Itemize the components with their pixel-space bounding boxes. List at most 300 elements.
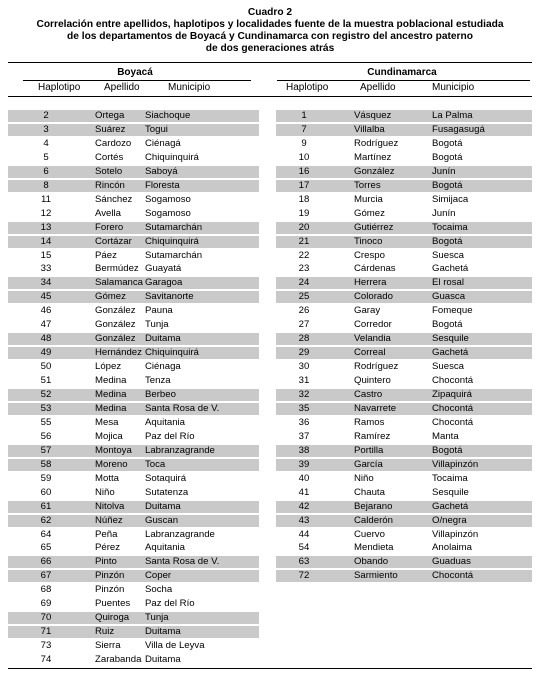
apellido-cell: Sarmiento bbox=[354, 570, 398, 582]
apellido-cell: Gutiérrez bbox=[354, 221, 394, 233]
apellido-cell: González bbox=[95, 305, 136, 317]
haplotipo-cell: 33 bbox=[40, 263, 52, 275]
table-row bbox=[276, 208, 532, 220]
municipio-cell: O/negra bbox=[432, 514, 467, 526]
municipio-cell: Tenza bbox=[145, 375, 171, 387]
table-row bbox=[8, 431, 259, 443]
apellido-cell: Villalba bbox=[354, 123, 385, 135]
haplotipo-cell: 15 bbox=[40, 249, 52, 261]
apellido-cell: Cortázar bbox=[95, 235, 132, 247]
haplotipo-cell: 39 bbox=[298, 458, 310, 470]
apellido-cell: Obando bbox=[354, 556, 389, 568]
municipio-cell: Sesquile bbox=[432, 333, 469, 345]
haplotipo-cell: 66 bbox=[40, 556, 52, 568]
table-row bbox=[276, 375, 532, 387]
apellido-cell: Medina bbox=[95, 389, 127, 400]
apellido-cell: Rodríguez bbox=[354, 137, 399, 149]
table-row bbox=[276, 152, 532, 164]
table-row bbox=[8, 166, 259, 178]
table-row bbox=[8, 319, 259, 331]
haplotipo-cell: 25 bbox=[298, 291, 310, 303]
haplotipo-cell: 56 bbox=[40, 430, 52, 442]
municipio-cell: Bogotá bbox=[432, 444, 463, 456]
apellido-cell: Navarrete bbox=[354, 402, 397, 414]
haplotipo-cell: 67 bbox=[40, 570, 52, 582]
haplotipo-cell: 65 bbox=[40, 542, 52, 554]
haplotipo-cell: 69 bbox=[40, 598, 52, 610]
group-rule-boyaca bbox=[23, 80, 251, 81]
haplotipo-cell: 45 bbox=[40, 291, 52, 303]
apellido-cell: Bejarano bbox=[354, 500, 393, 512]
apellido-cell: Ramos bbox=[354, 416, 385, 428]
municipio-cell: Guaduas bbox=[432, 556, 471, 568]
apellido-cell: Pinzón bbox=[95, 570, 125, 582]
title-line-2: Correlación entre apellidos, haplotipos y localidades fuente de la muestra poblacional estudiada bbox=[36, 19, 504, 30]
table-row bbox=[8, 626, 259, 638]
table-row bbox=[8, 403, 259, 415]
table-row bbox=[276, 291, 532, 303]
apellido-cell: Sierra bbox=[95, 640, 121, 652]
haplotipo-cell: 50 bbox=[40, 361, 52, 373]
table-row bbox=[276, 515, 532, 527]
municipio-cell: Santa Rosa de V. bbox=[145, 556, 220, 568]
table-row bbox=[8, 250, 259, 262]
municipio-cell: Chocontá bbox=[432, 402, 474, 414]
municipio-cell: Tocaima bbox=[432, 472, 468, 484]
title-line-1: Cuadro 2 bbox=[247, 7, 293, 18]
municipio-cell: Chiquinquirá bbox=[145, 151, 199, 163]
municipio-cell: Manta bbox=[432, 430, 459, 442]
municipio-cell: Zipaquirá bbox=[432, 389, 472, 400]
table-row bbox=[276, 222, 532, 234]
apellido-cell: Martínez bbox=[354, 151, 392, 163]
apellido-cell: Murcia bbox=[354, 193, 383, 205]
group-header-boyaca: Boyacá bbox=[117, 67, 153, 78]
apellido-cell: Ramírez bbox=[354, 430, 391, 442]
table-row bbox=[276, 361, 532, 373]
haplotipo-cell: 1 bbox=[301, 110, 307, 121]
haplotipo-cell: 46 bbox=[40, 305, 52, 317]
haplotipo-cell: 3 bbox=[43, 123, 49, 135]
table-row bbox=[276, 180, 532, 192]
table-row bbox=[8, 501, 259, 513]
municipio-cell: Junín bbox=[432, 165, 456, 177]
apellido-cell: González bbox=[354, 165, 395, 177]
apellido-cell: Crespo bbox=[354, 249, 385, 261]
haplotipo-cell: 29 bbox=[298, 347, 310, 359]
apellido-cell: Avella bbox=[95, 207, 121, 219]
municipio-cell: Gachetá bbox=[432, 500, 469, 512]
table-row bbox=[8, 654, 259, 666]
haplotipo-cell: 57 bbox=[40, 444, 52, 456]
haplotipo-cell: 4 bbox=[43, 137, 49, 149]
municipio-cell: Sutamarchán bbox=[145, 221, 203, 233]
apellido-cell: Velandia bbox=[354, 333, 391, 345]
apellido-cell: Garay bbox=[354, 305, 381, 317]
title-line-3: de los departamentos de Boyacá y Cundinamarca con registro del ancestro paterno bbox=[67, 31, 473, 42]
apellido-cell: Moreno bbox=[95, 458, 128, 470]
table-row bbox=[276, 556, 532, 568]
haplotipo-cell: 68 bbox=[40, 584, 52, 596]
apellido-cell: López bbox=[95, 361, 122, 373]
haplotipo-cell: 11 bbox=[41, 193, 51, 205]
table-row bbox=[8, 529, 259, 541]
haplotipo-cell: 26 bbox=[298, 305, 310, 317]
table-row bbox=[8, 110, 259, 122]
haplotipo-cell: 52 bbox=[40, 389, 52, 400]
apellido-cell: Medina bbox=[95, 402, 127, 414]
municipio-cell: Chocontá bbox=[432, 570, 474, 582]
table-row bbox=[276, 277, 532, 289]
municipio-cell: Villapinzón bbox=[432, 458, 479, 470]
haplotipo-cell: 13 bbox=[40, 221, 52, 233]
haplotipo-cell: 64 bbox=[40, 528, 52, 540]
municipio-cell: Sutatenza bbox=[145, 486, 189, 498]
haplotipo-cell: 22 bbox=[298, 249, 310, 261]
apellido-cell: Corredor bbox=[354, 319, 392, 331]
table-row bbox=[276, 570, 532, 582]
municipio-cell: Chiquinquirá bbox=[145, 347, 199, 359]
table-row bbox=[8, 487, 259, 499]
haplotipo-cell: 72 bbox=[298, 570, 310, 582]
table-row bbox=[8, 222, 259, 234]
apellido-cell: Sánchez bbox=[95, 193, 133, 205]
table-row bbox=[8, 389, 259, 401]
table-row bbox=[276, 110, 532, 122]
municipio-cell: Santa Rosa de V. bbox=[145, 402, 220, 414]
haplotipo-cell: 70 bbox=[40, 612, 52, 624]
header-rule bbox=[8, 96, 532, 97]
apellido-cell: Suárez bbox=[95, 123, 126, 135]
header-apellido-boyaca: Apellido bbox=[104, 82, 140, 93]
haplotipo-cell: 23 bbox=[298, 263, 310, 275]
table-row bbox=[276, 459, 532, 471]
table-row bbox=[8, 473, 259, 485]
table-row bbox=[8, 333, 259, 345]
table-row bbox=[8, 347, 259, 359]
haplotipo-cell: 24 bbox=[298, 277, 310, 289]
apellido-cell: Colorado bbox=[354, 291, 393, 303]
table-row bbox=[276, 250, 532, 262]
table-row bbox=[276, 305, 532, 317]
municipio-cell: Bogotá bbox=[432, 137, 463, 149]
haplotipo-cell: 16 bbox=[298, 165, 310, 177]
haplotipo-cell: 34 bbox=[40, 277, 52, 289]
table-row bbox=[276, 431, 532, 443]
haplotipo-cell: 9 bbox=[301, 137, 307, 149]
haplotipo-cell: 37 bbox=[298, 430, 310, 442]
haplotipo-cell: 30 bbox=[298, 361, 310, 373]
haplotipo-cell: 71 bbox=[40, 626, 52, 638]
table-row bbox=[276, 403, 532, 415]
table-row bbox=[276, 138, 532, 150]
apellido-cell: Correal bbox=[354, 347, 386, 359]
municipio-cell: Berbeo bbox=[145, 389, 176, 400]
apellido-cell: Tinoco bbox=[354, 235, 383, 247]
municipio-cell: Gachetá bbox=[432, 347, 469, 359]
municipio-cell: Ciénaga bbox=[145, 361, 181, 373]
table-row bbox=[8, 515, 259, 527]
table-row bbox=[276, 389, 532, 401]
table-row bbox=[276, 263, 532, 275]
table-row bbox=[8, 138, 259, 150]
haplotipo-cell: 36 bbox=[298, 416, 310, 428]
apellido-cell: Montoya bbox=[95, 444, 132, 456]
header-haplotipo-boyaca: Haplotipo bbox=[38, 82, 81, 93]
haplotipo-cell: 63 bbox=[298, 556, 310, 568]
haplotipo-cell: 41 bbox=[298, 486, 310, 498]
municipio-cell: Duitama bbox=[145, 654, 181, 666]
haplotipo-cell: 60 bbox=[40, 486, 52, 498]
municipio-cell: Villa de Leyva bbox=[145, 640, 205, 652]
municipio-cell: Suesca bbox=[432, 249, 464, 261]
municipio-cell: Pauna bbox=[145, 305, 173, 317]
haplotipo-cell: 73 bbox=[40, 640, 52, 652]
municipio-cell: Floresta bbox=[145, 179, 180, 191]
apellido-cell: Rodríguez bbox=[354, 361, 399, 373]
haplotipo-cell: 21 bbox=[298, 235, 310, 247]
haplotipo-cell: 14 bbox=[40, 235, 52, 247]
municipio-cell: Fusagasugá bbox=[432, 123, 485, 135]
municipio-cell: Chocontá bbox=[432, 416, 474, 428]
table-row bbox=[8, 152, 259, 164]
apellido-cell: García bbox=[354, 458, 383, 470]
municipio-cell: Paz del Río bbox=[145, 430, 195, 442]
municipio-cell: Saboyá bbox=[145, 165, 178, 177]
haplotipo-cell: 17 bbox=[298, 179, 310, 191]
header-haplotipo-cundinamarca: Haplotipo bbox=[286, 82, 329, 93]
municipio-cell: Coper bbox=[145, 570, 172, 582]
table-row bbox=[8, 194, 259, 206]
apellido-cell: Pinzón bbox=[95, 584, 125, 596]
table-row bbox=[8, 305, 259, 317]
haplotipo-cell: 47 bbox=[40, 319, 52, 331]
haplotipo-cell: 40 bbox=[298, 472, 310, 484]
apellido-cell: Ruiz bbox=[95, 626, 115, 638]
table-row bbox=[276, 347, 532, 359]
haplotipo-cell: 51 bbox=[40, 375, 52, 387]
municipio-cell: Bogotá bbox=[432, 319, 463, 331]
municipio-cell: Sogamoso bbox=[145, 207, 191, 219]
table-row bbox=[276, 529, 532, 541]
apellido-cell: Castro bbox=[354, 389, 383, 400]
haplotipo-cell: 42 bbox=[298, 500, 310, 512]
table-row bbox=[8, 459, 259, 471]
apellido-cell: Motta bbox=[95, 472, 119, 484]
haplotipo-cell: 19 bbox=[298, 207, 310, 219]
table-row bbox=[8, 180, 259, 192]
apellido-cell: Sotelo bbox=[95, 165, 123, 177]
table-row bbox=[276, 542, 532, 554]
group-header-cundinamarca: Cundinamarca bbox=[367, 67, 437, 78]
apellido-cell: Salamanca bbox=[95, 277, 143, 289]
municipio-cell: Guscan bbox=[145, 514, 179, 526]
apellido-cell: Pérez bbox=[95, 542, 121, 554]
table-row bbox=[276, 194, 532, 206]
municipio-cell: Labranzagrande bbox=[145, 444, 215, 456]
apellido-cell: Pinto bbox=[95, 556, 117, 568]
apellido-cell: Ortega bbox=[95, 110, 125, 121]
haplotipo-cell: 18 bbox=[298, 193, 310, 205]
table-row bbox=[8, 361, 259, 373]
municipio-cell: Suesca bbox=[432, 361, 464, 373]
table-row bbox=[8, 277, 259, 289]
haplotipo-cell: 48 bbox=[40, 333, 52, 345]
haplotipo-cell: 12 bbox=[40, 207, 52, 219]
apellido-cell: Rincón bbox=[95, 179, 125, 191]
apellido-cell: Portilla bbox=[354, 444, 384, 456]
table-row bbox=[8, 417, 259, 429]
municipio-cell: Anolaima bbox=[432, 542, 472, 554]
haplotipo-cell: 59 bbox=[40, 472, 52, 484]
municipio-cell: Savitanorte bbox=[145, 291, 194, 303]
municipio-cell: Tunja bbox=[145, 319, 169, 331]
municipio-cell: Siachoque bbox=[145, 110, 191, 121]
municipio-cell: Junín bbox=[432, 207, 456, 219]
apellido-cell: González bbox=[95, 333, 136, 345]
haplotipo-cell: 27 bbox=[298, 319, 310, 331]
apellido-cell: Mendieta bbox=[354, 542, 394, 554]
municipio-cell: Paz del Río bbox=[145, 598, 195, 610]
apellido-cell: González bbox=[95, 319, 136, 331]
table-row bbox=[276, 124, 532, 136]
haplotipo-cell: 7 bbox=[301, 123, 307, 135]
municipio-cell: Gachetá bbox=[432, 263, 469, 275]
apellido-cell: Torres bbox=[354, 179, 381, 191]
apellido-cell: Quintero bbox=[354, 375, 391, 387]
table-row bbox=[8, 263, 259, 275]
table-row bbox=[8, 124, 259, 136]
haplotipo-cell: 53 bbox=[40, 402, 52, 414]
table-row bbox=[276, 319, 532, 331]
haplotipo-cell: 5 bbox=[43, 151, 49, 163]
header-municipio-boyaca: Municipio bbox=[168, 82, 211, 93]
apellido-cell: Cardozo bbox=[95, 137, 132, 149]
municipio-cell: Duitama bbox=[145, 500, 181, 512]
municipio-cell: Fomeque bbox=[432, 305, 473, 317]
municipio-cell: Guasca bbox=[432, 291, 466, 303]
table-row bbox=[8, 598, 259, 610]
table-row bbox=[8, 208, 259, 220]
apellido-cell: Bermúdez bbox=[95, 263, 139, 275]
table-row bbox=[8, 291, 259, 303]
municipio-cell: Villapinzón bbox=[432, 528, 479, 540]
header-municipio-cundinamarca: Municipio bbox=[432, 82, 475, 93]
table-row bbox=[8, 640, 259, 652]
haplotipo-cell: 43 bbox=[298, 514, 310, 526]
haplotipo-cell: 54 bbox=[298, 542, 310, 554]
group-rule-cundinamarca bbox=[277, 80, 530, 81]
haplotipo-cell: 35 bbox=[298, 402, 310, 414]
municipio-cell: Chiquinquirá bbox=[145, 235, 199, 247]
apellido-cell: Niño bbox=[354, 472, 374, 484]
haplotipo-cell: 58 bbox=[40, 458, 52, 470]
apellido-cell: Gómez bbox=[95, 291, 126, 303]
municipio-cell: Tunja bbox=[145, 612, 169, 624]
table-row bbox=[8, 556, 259, 568]
municipio-cell: Toca bbox=[145, 458, 166, 470]
apellido-cell: Páez bbox=[95, 249, 117, 261]
haplotipo-cell: 20 bbox=[298, 221, 310, 233]
title-line-4: de dos generaciones atrás bbox=[205, 43, 335, 54]
table-row bbox=[276, 501, 532, 513]
haplotipo-cell: 31 bbox=[298, 375, 310, 387]
apellido-cell: Mesa bbox=[95, 416, 119, 428]
municipio-cell: Sogamoso bbox=[145, 193, 191, 205]
table-row bbox=[8, 375, 259, 387]
haplotipo-cell: 62 bbox=[40, 514, 52, 526]
table-row bbox=[276, 445, 532, 457]
haplotipo-cell: 2 bbox=[43, 110, 49, 121]
haplotipo-cell: 74 bbox=[40, 654, 52, 666]
apellido-cell: Gómez bbox=[354, 207, 385, 219]
table-row bbox=[8, 584, 259, 596]
haplotipo-cell: 28 bbox=[298, 333, 310, 345]
apellido-cell: Quiroga bbox=[95, 612, 130, 624]
apellido-cell: Mojica bbox=[95, 430, 123, 442]
municipio-cell: Togui bbox=[145, 123, 168, 135]
apellido-cell: Chauta bbox=[354, 486, 385, 498]
header-apellido-cundinamarca: Apellido bbox=[360, 82, 396, 93]
municipio-cell: Duitama bbox=[145, 626, 181, 638]
table-row bbox=[8, 445, 259, 457]
table-row bbox=[276, 236, 532, 248]
table-row bbox=[276, 166, 532, 178]
table-row bbox=[8, 542, 259, 554]
apellido-cell: Cárdenas bbox=[354, 263, 396, 275]
apellido-cell: Cuervo bbox=[354, 528, 385, 540]
apellido-cell: Puentes bbox=[95, 598, 131, 610]
municipio-cell: Socha bbox=[145, 584, 173, 596]
apellido-cell: Hernández bbox=[95, 347, 142, 359]
municipio-cell: Bogotá bbox=[432, 179, 463, 191]
apellido-cell: Niño bbox=[95, 486, 115, 498]
municipio-cell: La Palma bbox=[432, 110, 473, 121]
table-row bbox=[276, 487, 532, 499]
municipio-cell: Tocaima bbox=[432, 221, 468, 233]
haplotipo-cell: 8 bbox=[43, 179, 49, 191]
table-row bbox=[8, 236, 259, 248]
municipio-cell: Simijaca bbox=[432, 193, 469, 205]
haplotipo-cell: 55 bbox=[40, 416, 52, 428]
apellido-cell: Peña bbox=[95, 528, 118, 540]
haplotipo-cell: 44 bbox=[298, 528, 310, 540]
apellido-cell: Forero bbox=[95, 221, 124, 233]
haplotipo-cell: 32 bbox=[298, 389, 310, 400]
haplotipo-cell: 61 bbox=[40, 500, 52, 512]
municipio-cell: El rosal bbox=[432, 277, 464, 289]
apellido-cell: Herrera bbox=[354, 277, 387, 289]
bottom-rule bbox=[8, 668, 532, 669]
municipio-cell: Sotaquirá bbox=[145, 472, 187, 484]
municipio-cell: Duitama bbox=[145, 333, 181, 345]
apellido-cell: Medina bbox=[95, 375, 127, 387]
haplotipo-cell: 10 bbox=[298, 151, 310, 163]
municipio-cell: Sutamarchán bbox=[145, 249, 203, 261]
municipio-cell: Aquitania bbox=[145, 542, 186, 554]
municipio-cell: Guayatá bbox=[145, 263, 182, 275]
municipio-cell: Ciénagá bbox=[145, 137, 181, 149]
apellido-cell: Núñez bbox=[95, 514, 123, 526]
municipio-cell: Bogotá bbox=[432, 235, 463, 247]
table-row bbox=[276, 473, 532, 485]
municipio-cell: Aquitania bbox=[145, 416, 186, 428]
apellido-cell: Cortés bbox=[95, 151, 124, 163]
haplotipo-cell: 6 bbox=[43, 165, 49, 177]
municipio-cell: Bogotá bbox=[432, 151, 463, 163]
apellido-cell: Nitolva bbox=[95, 500, 125, 512]
apellido-cell: Calderón bbox=[354, 514, 393, 526]
